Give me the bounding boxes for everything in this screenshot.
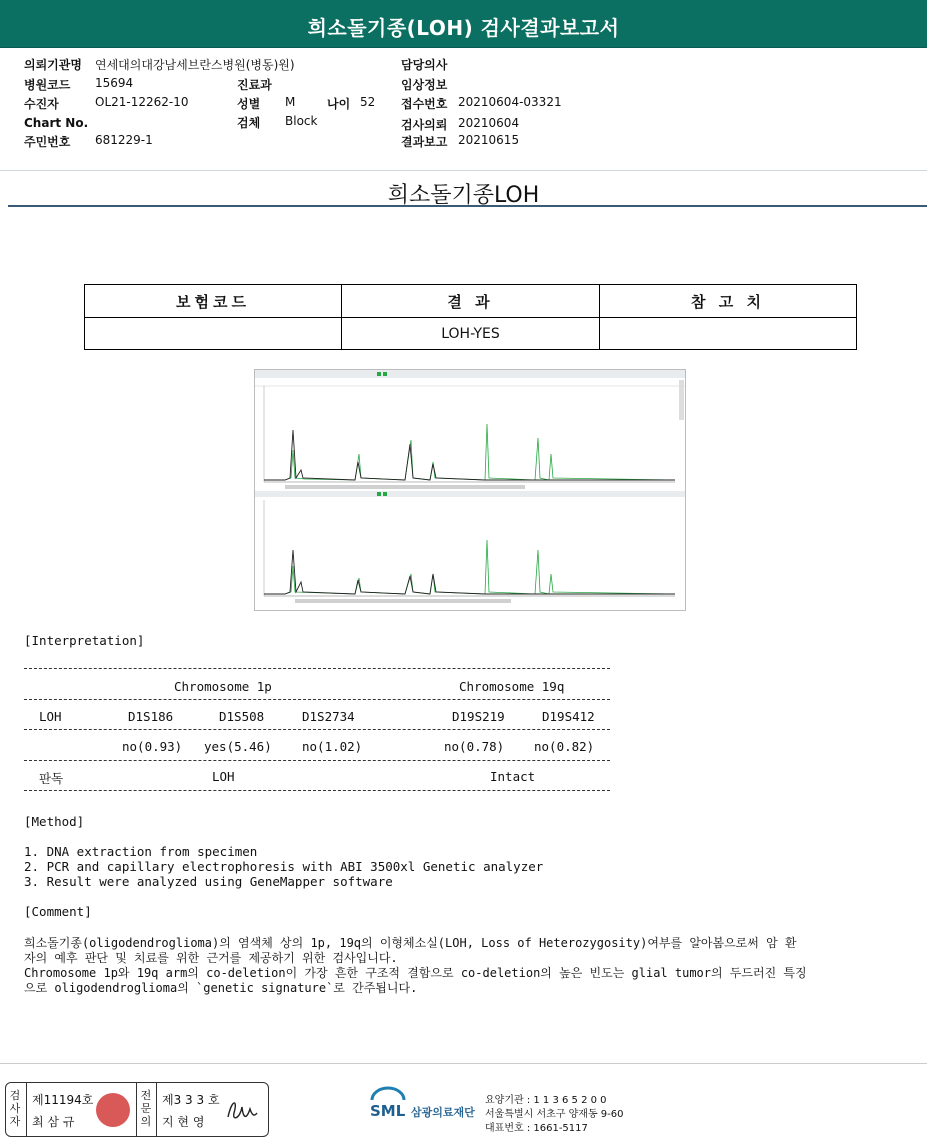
sml-logo-icon [366,1086,410,1126]
marker-d1s2734: D1S2734 [302,709,355,724]
age-label: 나이 [327,97,351,111]
clinical-info-label: 임상정보 [401,78,448,92]
section-title: 희소돌기종LOH [387,183,540,208]
specimen-value: Block [285,114,318,128]
specimen-label: 검체 [237,116,261,130]
patient-value: OL21-12262-10 [95,95,189,109]
marker-d1s508: D1S508 [219,709,265,724]
request-date-value: 20210604 [458,116,520,130]
cell-insurance-code [85,318,342,350]
reviewer-signature-icon [224,1095,260,1125]
resident-no-label: 주민번호 [24,135,71,149]
comment-line-4: 으로 oligodendroglioma의 `genetic signature`로 간주됩니다. [24,981,418,995]
group-19q-label: Chromosome 19q [459,679,565,694]
header-result: 결 과 [342,285,600,318]
interpretation-rule [24,790,610,791]
report-date-value: 20210615 [458,133,520,147]
signature-divider [26,1083,27,1136]
header-divider [0,170,927,171]
patient-label: 수진자 [24,97,59,111]
electropherogram-plot [255,370,685,610]
loh-row-label: LOH [39,709,62,724]
signature-divider [156,1083,157,1136]
examiner-vertical-label: 검사자 [9,1089,21,1128]
interpretation-rule [24,699,610,700]
age-value: 52 [360,95,376,109]
value-d1s2734: no(1.02) [302,739,363,754]
header-reference: 참 고 치 [600,285,857,318]
resident-no-value: 681229-1 [95,133,153,147]
comment-line-1: 희소돌기종(oligodendroglioma)의 염색체 상의 1p, 19q의 이형체소실(LOH, Loss of Heterozygosity)여부를 알아봄으로써 암 환 [24,936,797,950]
hospital-code-label: 병원코드 [24,78,71,92]
accession-value: 20210604-03321 [458,95,562,109]
cell-reference [600,318,857,350]
org-phone: 대표번호 : 1661-5117 [485,1123,588,1134]
sex-label: 성별 [237,97,261,111]
reviewer-license: 제3 3 3 호 [162,1093,220,1107]
doctor-label: 담당의사 [401,58,448,72]
accession-label: 접수번호 [401,97,448,111]
marker-d19s412: D19S412 [542,709,595,724]
method-line-1: 1. DNA extraction from specimen [24,844,258,859]
group-1p-label: Chromosome 1p [174,679,272,694]
institution-value: 연세대의대강남세브란스병원(병동)원) [95,58,295,72]
method-line-2: 2. PCR and capillary electrophoresis with ABI 3500xl Genetic analyzer [24,859,544,874]
sex-value: M [285,95,296,109]
report-date-label: 결과보고 [401,135,448,149]
result-table [84,284,857,350]
org-address: 서울특별시 서초구 양재동 9-60 [485,1109,624,1120]
header-insurance-code: 보험코드 [85,285,342,318]
examiner-license: 제11194호 [32,1093,94,1107]
signature-box [5,1082,269,1137]
interpretation-rule [24,729,610,730]
value-d19s219: no(0.78) [444,739,505,754]
comment-line-3: Chromosome 1p와 19q arm의 co-deletion이 가장 흔한 구조적 결함으로 co-deletion의 높은 빈도는 glial tumor의 두드러진 특징 [24,966,807,980]
signature-divider [136,1083,137,1136]
value-d1s508: yes(5.46) [204,739,272,754]
judgement-19q: Intact [490,769,536,784]
cell-result: LOH-YES [342,318,600,350]
interpretation-rule [24,760,610,761]
marker-d1s186: D1S186 [128,709,174,724]
value-d19s412: no(0.82) [534,739,595,754]
judgement-label: 판독 [39,771,64,786]
report-title-bar [0,0,927,48]
org-name: 삼광의료재단 [411,1106,475,1119]
interpretation-rule [24,668,610,669]
hospital-code-value: 15694 [95,76,134,90]
footer-divider [0,1063,927,1064]
examiner-seal-icon [96,1093,130,1127]
chart-no-label: Chart No. [24,116,89,130]
method-label: [Method] [24,814,85,829]
method-line-3: 3. Result were analyzed using GeneMapper software [24,874,393,889]
institution-label: 의뢰기관명 [24,58,82,72]
reviewer-vertical-label: 전문의 [140,1089,152,1128]
request-date-label: 검사의뢰 [401,118,448,132]
judgement-1p: LOH [212,769,235,784]
comment-line-2: 자의 예후 판단 및 치료를 위한 근거를 제공하기 위한 검사입니다. [24,951,398,965]
electropherogram-image [254,369,686,611]
value-d1s186: no(0.93) [122,739,183,754]
interpretation-label: [Interpretation] [24,633,145,648]
report-title: 희소돌기종(LOH) 검사결과보고서 [307,16,620,40]
reviewer-name: 지 현 영 [162,1115,205,1129]
comment-label: [Comment] [24,904,92,919]
care-code: 요양기관 : 1 1 3 6 5 2 0 0 [485,1095,607,1106]
org-logo-text: SML [370,1102,406,1120]
marker-d19s219: D19S219 [452,709,505,724]
department-label: 진료과 [237,78,272,92]
examiner-name: 최 삼 규 [32,1115,75,1129]
section-title-underline [8,205,927,207]
